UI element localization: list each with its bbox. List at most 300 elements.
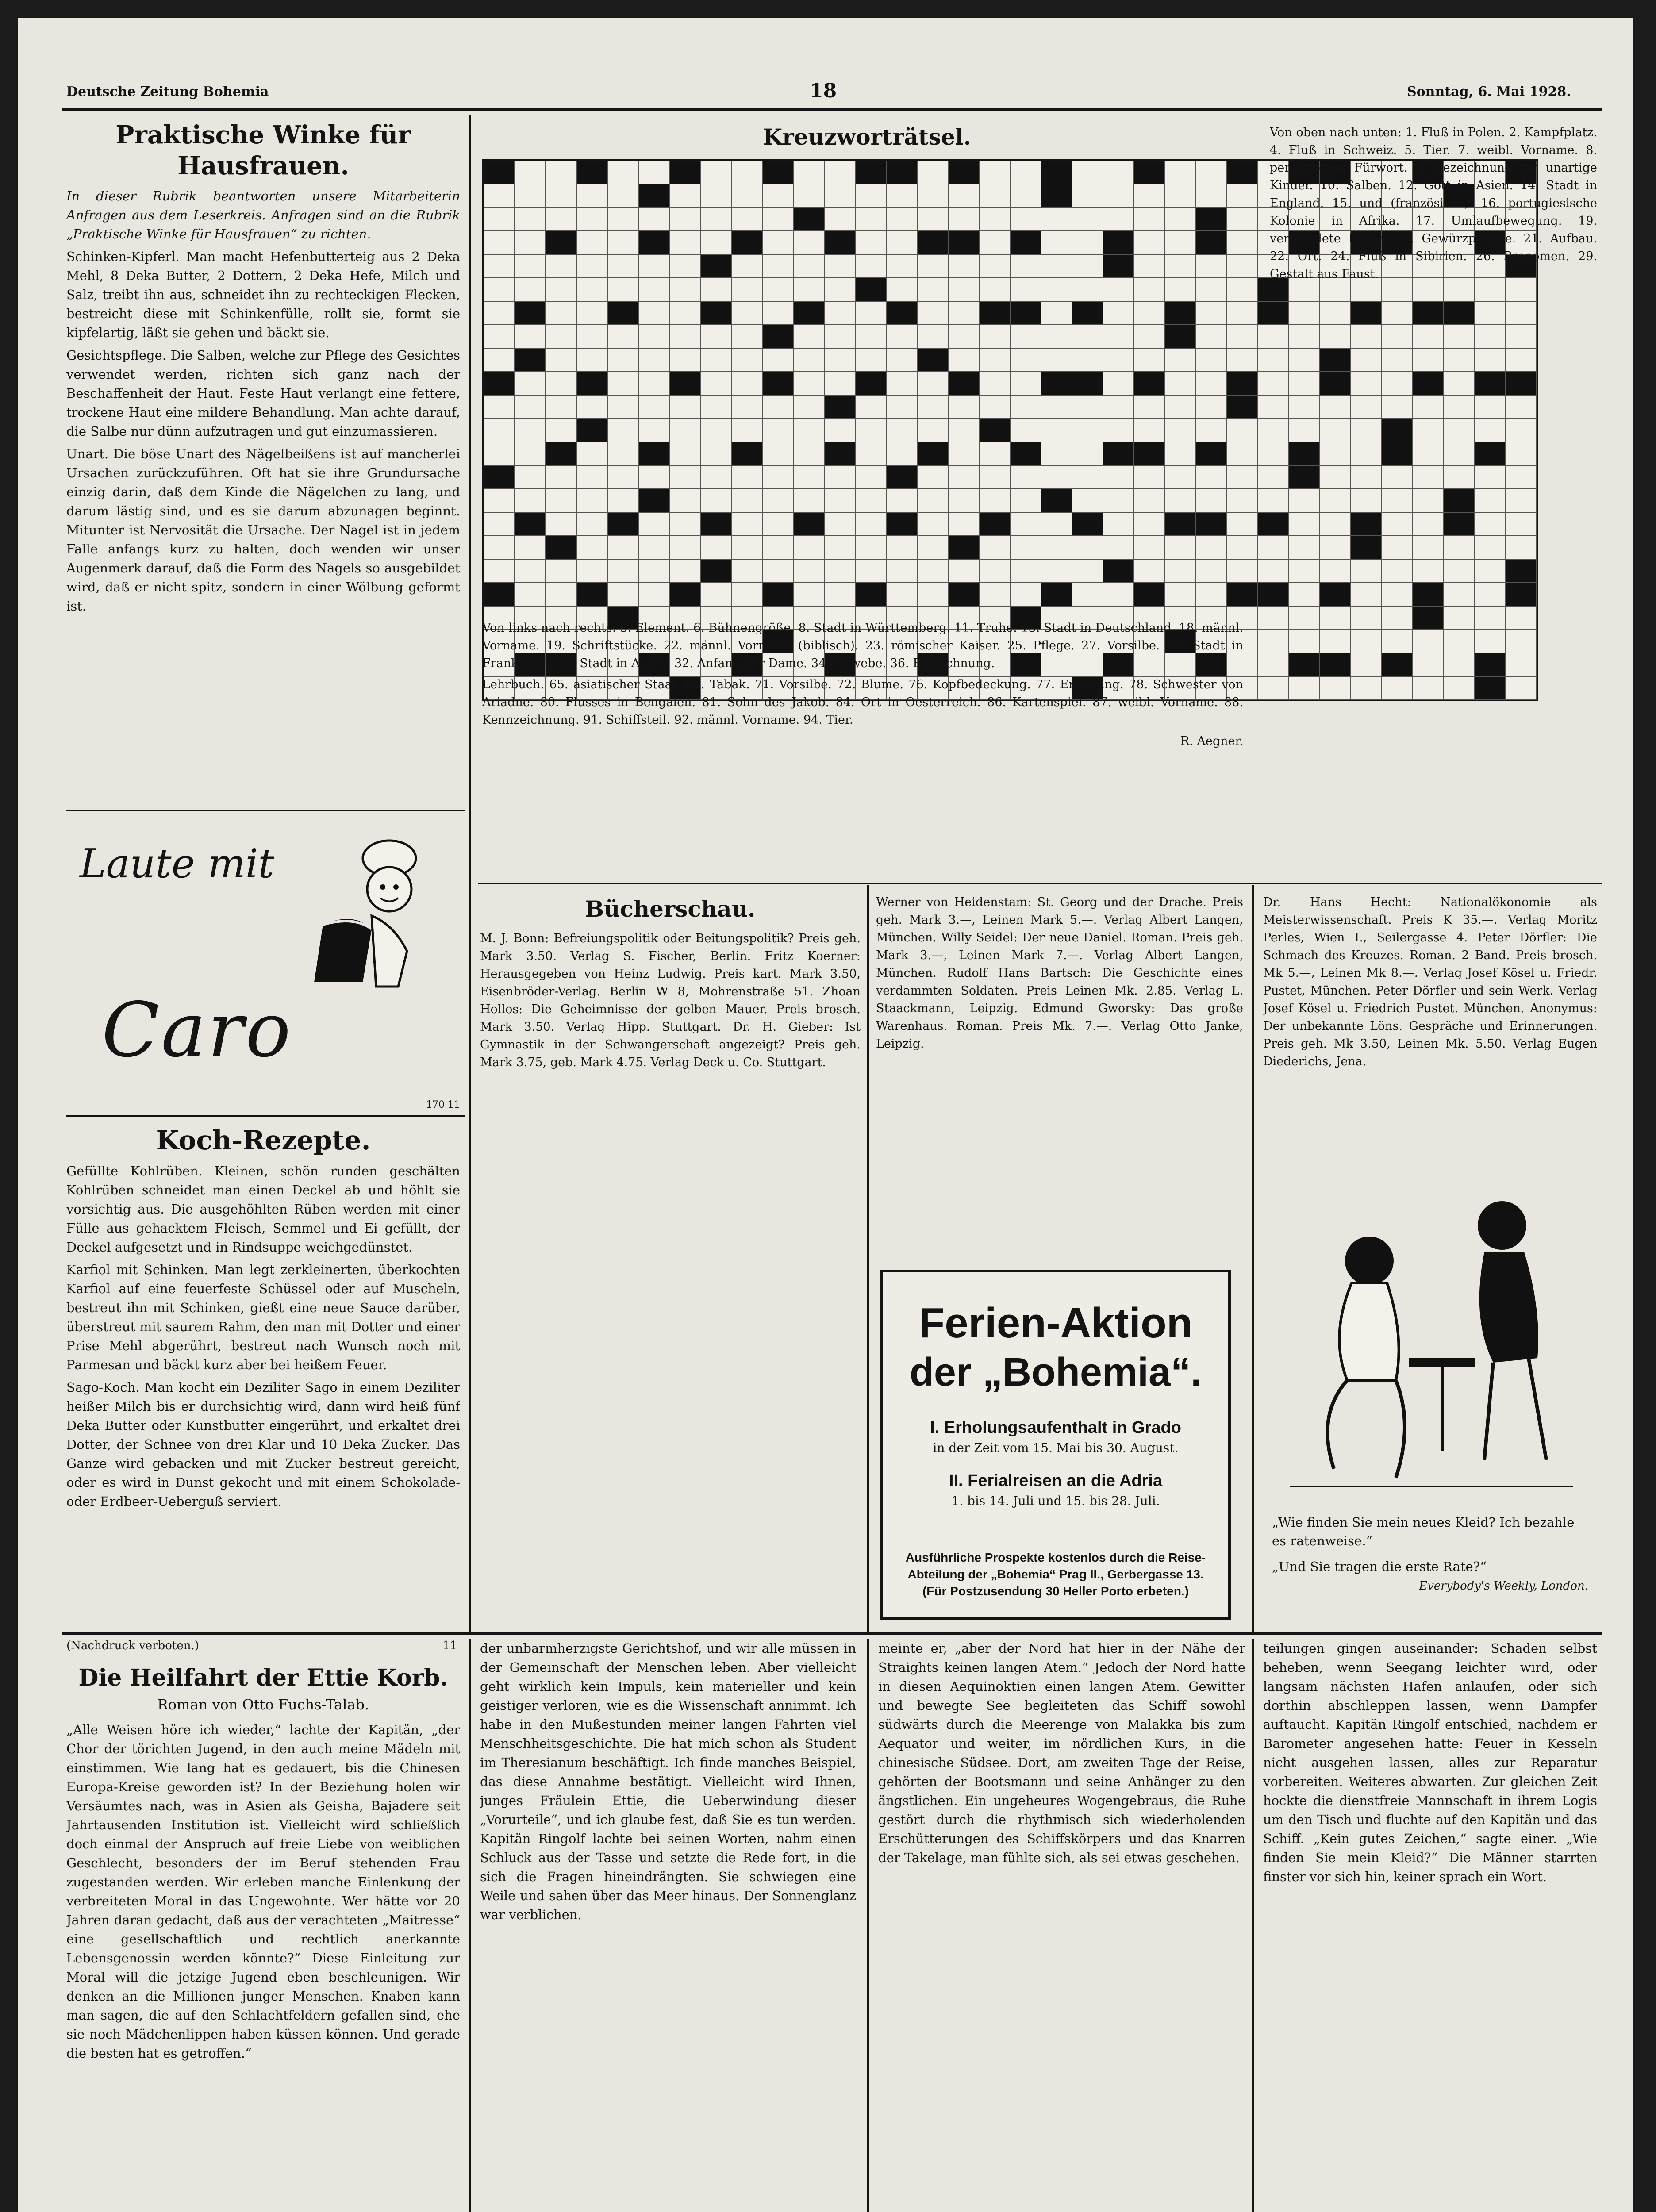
crossword-cell[interactable] [1134, 559, 1165, 583]
crossword-cell[interactable] [824, 325, 855, 348]
crossword-cell[interactable] [669, 254, 700, 278]
crossword-cell[interactable] [484, 489, 515, 512]
crossword-cell[interactable] [515, 583, 546, 606]
crossword-cell[interactable] [948, 278, 979, 301]
crossword-cell[interactable] [515, 419, 546, 442]
crossword-cell[interactable] [917, 395, 948, 419]
crossword-cell[interactable] [1103, 184, 1134, 207]
crossword-cell[interactable] [855, 348, 886, 372]
crossword-cell[interactable] [607, 231, 638, 254]
crossword-cell[interactable] [700, 489, 731, 512]
crossword-cell[interactable] [1041, 207, 1072, 231]
crossword-cell[interactable] [1196, 419, 1227, 442]
crossword-cell[interactable] [546, 395, 576, 419]
crossword-cell[interactable] [1196, 325, 1227, 348]
crossword-cell[interactable] [700, 395, 731, 419]
crossword-cell[interactable] [762, 278, 793, 301]
crossword-cell[interactable] [979, 278, 1010, 301]
crossword-cell[interactable] [793, 419, 824, 442]
crossword-cell[interactable] [576, 536, 607, 559]
crossword-cell[interactable] [484, 348, 515, 372]
crossword-cell[interactable] [917, 465, 948, 489]
crossword-cell[interactable] [484, 395, 515, 419]
crossword-cell[interactable] [607, 395, 638, 419]
crossword-cell[interactable] [855, 512, 886, 536]
crossword-cell[interactable] [793, 372, 824, 395]
crossword-cell[interactable] [731, 489, 762, 512]
crossword-cell[interactable] [515, 231, 546, 254]
crossword-cell[interactable] [1072, 161, 1103, 184]
crossword-cell[interactable] [1196, 254, 1227, 278]
crossword-cell[interactable] [1041, 419, 1072, 442]
crossword-cell[interactable] [793, 161, 824, 184]
crossword-cell[interactable] [917, 325, 948, 348]
crossword-cell[interactable] [731, 465, 762, 489]
crossword-cell[interactable] [917, 489, 948, 512]
crossword-cell[interactable] [576, 325, 607, 348]
crossword-cell[interactable] [1010, 465, 1041, 489]
crossword-cell[interactable] [1165, 278, 1196, 301]
crossword-cell[interactable] [638, 536, 669, 559]
crossword-cell[interactable] [762, 419, 793, 442]
crossword-cell[interactable] [855, 395, 886, 419]
crossword-cell[interactable] [886, 278, 917, 301]
crossword-cell[interactable] [824, 512, 855, 536]
crossword-cell[interactable] [576, 207, 607, 231]
crossword-cell[interactable] [638, 419, 669, 442]
crossword-cell[interactable] [979, 184, 1010, 207]
crossword-cell[interactable] [1072, 465, 1103, 489]
crossword-cell[interactable] [515, 559, 546, 583]
crossword-cell[interactable] [948, 559, 979, 583]
crossword-cell[interactable] [1227, 559, 1258, 583]
crossword-cell[interactable] [979, 395, 1010, 419]
crossword-cell[interactable] [948, 301, 979, 325]
crossword-cell[interactable] [1196, 465, 1227, 489]
crossword-cell[interactable] [1010, 419, 1041, 442]
crossword-cell[interactable] [700, 536, 731, 559]
crossword-cell[interactable] [607, 278, 638, 301]
crossword-cell[interactable] [824, 254, 855, 278]
crossword-cell[interactable] [762, 348, 793, 372]
crossword-cell[interactable] [607, 348, 638, 372]
crossword-cell[interactable] [515, 161, 546, 184]
crossword-cell[interactable] [855, 489, 886, 512]
crossword-cell[interactable] [917, 254, 948, 278]
crossword-cell[interactable] [886, 419, 917, 442]
crossword-cell[interactable] [824, 419, 855, 442]
crossword-cell[interactable] [731, 559, 762, 583]
crossword-cell[interactable] [855, 207, 886, 231]
crossword-cell[interactable] [1227, 254, 1258, 278]
crossword-cell[interactable] [700, 465, 731, 489]
crossword-cell[interactable] [484, 419, 515, 442]
crossword-cell[interactable] [979, 161, 1010, 184]
crossword-cell[interactable] [886, 559, 917, 583]
crossword-cell[interactable] [1072, 325, 1103, 348]
crossword-cell[interactable] [1134, 231, 1165, 254]
crossword-cell[interactable] [731, 372, 762, 395]
crossword-cell[interactable] [917, 536, 948, 559]
crossword-cell[interactable] [484, 207, 515, 231]
crossword-cell[interactable] [1227, 184, 1258, 207]
crossword-cell[interactable] [607, 489, 638, 512]
crossword-cell[interactable] [700, 231, 731, 254]
crossword-cell[interactable] [669, 348, 700, 372]
crossword-cell[interactable] [824, 348, 855, 372]
crossword-cell[interactable] [793, 395, 824, 419]
crossword-cell[interactable] [762, 184, 793, 207]
crossword-cell[interactable] [1227, 278, 1258, 301]
crossword-cell[interactable] [515, 184, 546, 207]
crossword-cell[interactable] [1010, 325, 1041, 348]
crossword-cell[interactable] [1227, 348, 1258, 372]
crossword-cell[interactable] [1072, 442, 1103, 465]
crossword-cell[interactable] [700, 207, 731, 231]
crossword-cell[interactable] [1072, 184, 1103, 207]
crossword-cell[interactable] [546, 489, 576, 512]
crossword-cell[interactable] [576, 301, 607, 325]
crossword-cell[interactable] [917, 419, 948, 442]
crossword-cell[interactable] [1041, 301, 1072, 325]
crossword-cell[interactable] [576, 559, 607, 583]
crossword-cell[interactable] [1041, 231, 1072, 254]
crossword-cell[interactable] [917, 512, 948, 536]
crossword-cell[interactable] [1072, 231, 1103, 254]
crossword-cell[interactable] [1010, 583, 1041, 606]
crossword-cell[interactable] [1227, 442, 1258, 465]
crossword-cell[interactable] [638, 583, 669, 606]
crossword-cell[interactable] [1041, 348, 1072, 372]
crossword-cell[interactable] [638, 254, 669, 278]
crossword-cell[interactable] [1041, 278, 1072, 301]
crossword-cell[interactable] [979, 559, 1010, 583]
crossword-cell[interactable] [762, 512, 793, 536]
crossword-cell[interactable] [1010, 372, 1041, 395]
crossword-cell[interactable] [669, 301, 700, 325]
crossword-cell[interactable] [948, 207, 979, 231]
crossword-cell[interactable] [731, 536, 762, 559]
crossword-cell[interactable] [1134, 254, 1165, 278]
crossword-cell[interactable] [1010, 559, 1041, 583]
crossword-cell[interactable] [484, 184, 515, 207]
crossword-cell[interactable] [607, 465, 638, 489]
crossword-cell[interactable] [886, 395, 917, 419]
crossword-cell[interactable] [669, 442, 700, 465]
crossword-cell[interactable] [1227, 536, 1258, 559]
crossword-cell[interactable] [1165, 583, 1196, 606]
crossword-cell[interactable] [638, 372, 669, 395]
crossword-cell[interactable] [793, 231, 824, 254]
crossword-cell[interactable] [824, 559, 855, 583]
crossword-cell[interactable] [824, 301, 855, 325]
crossword-cell[interactable] [1041, 254, 1072, 278]
crossword-cell[interactable] [546, 161, 576, 184]
crossword-cell[interactable] [546, 372, 576, 395]
crossword-cell[interactable] [731, 395, 762, 419]
crossword-cell[interactable] [1010, 348, 1041, 372]
crossword-cell[interactable] [484, 325, 515, 348]
crossword-cell[interactable] [1196, 489, 1227, 512]
crossword-cell[interactable] [1103, 325, 1134, 348]
crossword-cell[interactable] [855, 184, 886, 207]
crossword-cell[interactable] [1103, 536, 1134, 559]
crossword-cell[interactable] [700, 325, 731, 348]
crossword-cell[interactable] [607, 419, 638, 442]
crossword-cell[interactable] [546, 207, 576, 231]
crossword-cell[interactable] [1072, 583, 1103, 606]
crossword-cell[interactable] [731, 348, 762, 372]
crossword-cell[interactable] [948, 489, 979, 512]
crossword-cell[interactable] [793, 583, 824, 606]
crossword-cell[interactable] [824, 583, 855, 606]
crossword-cell[interactable] [762, 442, 793, 465]
crossword-cell[interactable] [1134, 278, 1165, 301]
crossword-cell[interactable] [1227, 489, 1258, 512]
crossword-cell[interactable] [638, 278, 669, 301]
crossword-cell[interactable] [1134, 325, 1165, 348]
crossword-cell[interactable] [669, 512, 700, 536]
crossword-cell[interactable] [607, 184, 638, 207]
crossword-cell[interactable] [1103, 512, 1134, 536]
crossword-cell[interactable] [638, 207, 669, 231]
crossword-cell[interactable] [1165, 348, 1196, 372]
crossword-cell[interactable] [948, 348, 979, 372]
crossword-cell[interactable] [948, 254, 979, 278]
crossword-cell[interactable] [669, 207, 700, 231]
crossword-cell[interactable] [793, 278, 824, 301]
crossword-cell[interactable] [607, 325, 638, 348]
crossword-cell[interactable] [1103, 278, 1134, 301]
crossword-cell[interactable] [1227, 207, 1258, 231]
crossword-cell[interactable] [1196, 536, 1227, 559]
crossword-cell[interactable] [484, 536, 515, 559]
crossword-cell[interactable] [1134, 465, 1165, 489]
crossword-cell[interactable] [515, 207, 546, 231]
crossword-cell[interactable] [484, 231, 515, 254]
crossword-cell[interactable] [1196, 278, 1227, 301]
crossword-cell[interactable] [576, 489, 607, 512]
crossword-cell[interactable] [546, 254, 576, 278]
crossword-cell[interactable] [484, 559, 515, 583]
crossword-cell[interactable] [979, 231, 1010, 254]
crossword-cell[interactable] [1134, 536, 1165, 559]
crossword-cell[interactable] [886, 231, 917, 254]
crossword-cell[interactable] [1010, 536, 1041, 559]
crossword-cell[interactable] [793, 442, 824, 465]
crossword-cell[interactable] [1165, 254, 1196, 278]
crossword-cell[interactable] [762, 489, 793, 512]
crossword-cell[interactable] [979, 372, 1010, 395]
crossword-cell[interactable] [1072, 489, 1103, 512]
crossword-cell[interactable] [607, 583, 638, 606]
crossword-cell[interactable] [979, 348, 1010, 372]
crossword-cell[interactable] [546, 419, 576, 442]
crossword-cell[interactable] [1103, 348, 1134, 372]
crossword-cell[interactable] [1227, 231, 1258, 254]
crossword-cell[interactable] [1103, 395, 1134, 419]
crossword-cell[interactable] [855, 465, 886, 489]
crossword-cell[interactable] [917, 278, 948, 301]
crossword-cell[interactable] [1165, 184, 1196, 207]
crossword-cell[interactable] [855, 254, 886, 278]
crossword-cell[interactable] [1103, 301, 1134, 325]
crossword-cell[interactable] [546, 278, 576, 301]
crossword-cell[interactable] [1041, 536, 1072, 559]
crossword-cell[interactable] [1010, 489, 1041, 512]
crossword-cell[interactable] [1196, 583, 1227, 606]
crossword-cell[interactable] [824, 184, 855, 207]
crossword-cell[interactable] [484, 278, 515, 301]
crossword-cell[interactable] [1134, 419, 1165, 442]
crossword-cell[interactable] [948, 442, 979, 465]
crossword-cell[interactable] [731, 207, 762, 231]
crossword-cell[interactable] [1103, 489, 1134, 512]
crossword-cell[interactable] [948, 184, 979, 207]
crossword-cell[interactable] [669, 278, 700, 301]
crossword-cell[interactable] [669, 489, 700, 512]
crossword-cell[interactable] [917, 372, 948, 395]
crossword-cell[interactable] [948, 395, 979, 419]
crossword-cell[interactable] [576, 184, 607, 207]
crossword-cell[interactable] [1072, 395, 1103, 419]
crossword-cell[interactable] [824, 465, 855, 489]
crossword-cell[interactable] [1072, 559, 1103, 583]
crossword-cell[interactable] [1165, 207, 1196, 231]
crossword-cell[interactable] [731, 278, 762, 301]
crossword-cell[interactable] [917, 583, 948, 606]
crossword-cell[interactable] [669, 325, 700, 348]
crossword-cell[interactable] [886, 325, 917, 348]
crossword-cell[interactable] [886, 372, 917, 395]
crossword-cell[interactable] [669, 465, 700, 489]
crossword-cell[interactable] [515, 278, 546, 301]
crossword-cell[interactable] [638, 348, 669, 372]
crossword-cell[interactable] [886, 583, 917, 606]
crossword-cell[interactable] [515, 465, 546, 489]
crossword-cell[interactable] [607, 442, 638, 465]
crossword-cell[interactable] [546, 512, 576, 536]
crossword-cell[interactable] [1103, 161, 1134, 184]
crossword-cell[interactable] [1227, 419, 1258, 442]
crossword-cell[interactable] [1041, 395, 1072, 419]
crossword-cell[interactable] [731, 254, 762, 278]
crossword-cell[interactable] [576, 231, 607, 254]
crossword-cell[interactable] [638, 161, 669, 184]
crossword-cell[interactable] [1196, 372, 1227, 395]
crossword-cell[interactable] [546, 184, 576, 207]
crossword-cell[interactable] [1165, 372, 1196, 395]
crossword-cell[interactable] [917, 161, 948, 184]
crossword-cell[interactable] [948, 419, 979, 442]
crossword-cell[interactable] [855, 536, 886, 559]
crossword-cell[interactable] [917, 559, 948, 583]
crossword-cell[interactable] [1165, 465, 1196, 489]
crossword-cell[interactable] [576, 442, 607, 465]
crossword-cell[interactable] [979, 442, 1010, 465]
crossword-cell[interactable] [700, 583, 731, 606]
crossword-cell[interactable] [1196, 301, 1227, 325]
crossword-cell[interactable] [886, 207, 917, 231]
crossword-cell[interactable] [638, 465, 669, 489]
crossword-cell[interactable] [855, 231, 886, 254]
crossword-cell[interactable] [762, 395, 793, 419]
crossword-cell[interactable] [948, 465, 979, 489]
crossword-cell[interactable] [979, 465, 1010, 489]
crossword-cell[interactable] [793, 348, 824, 372]
crossword-cell[interactable] [824, 372, 855, 395]
crossword-cell[interactable] [886, 489, 917, 512]
crossword-cell[interactable] [669, 184, 700, 207]
crossword-cell[interactable] [1165, 536, 1196, 559]
crossword-cell[interactable] [1134, 489, 1165, 512]
crossword-cell[interactable] [731, 325, 762, 348]
crossword-cell[interactable] [1103, 207, 1134, 231]
crossword-cell[interactable] [515, 372, 546, 395]
crossword-cell[interactable] [886, 184, 917, 207]
crossword-cell[interactable] [700, 278, 731, 301]
crossword-cell[interactable] [1134, 512, 1165, 536]
crossword-cell[interactable] [607, 536, 638, 559]
crossword-cell[interactable] [484, 512, 515, 536]
crossword-cell[interactable] [607, 161, 638, 184]
crossword-cell[interactable] [1134, 207, 1165, 231]
crossword-cell[interactable] [638, 301, 669, 325]
crossword-cell[interactable] [1165, 419, 1196, 442]
crossword-cell[interactable] [793, 325, 824, 348]
crossword-cell[interactable] [1041, 512, 1072, 536]
crossword-cell[interactable] [1010, 161, 1041, 184]
crossword-cell[interactable] [515, 442, 546, 465]
crossword-cell[interactable] [793, 184, 824, 207]
crossword-cell[interactable] [1227, 512, 1258, 536]
crossword-cell[interactable] [546, 348, 576, 372]
crossword-cell[interactable] [793, 465, 824, 489]
crossword-cell[interactable] [1196, 559, 1227, 583]
crossword-cell[interactable] [576, 254, 607, 278]
crossword-cell[interactable] [793, 254, 824, 278]
crossword-cell[interactable] [1010, 512, 1041, 536]
crossword-cell[interactable] [1196, 348, 1227, 372]
crossword-cell[interactable] [1010, 278, 1041, 301]
crossword-cell[interactable] [917, 184, 948, 207]
crossword-cell[interactable] [979, 254, 1010, 278]
crossword-cell[interactable] [1072, 207, 1103, 231]
crossword-cell[interactable] [1072, 419, 1103, 442]
crossword-cell[interactable] [515, 489, 546, 512]
crossword-cell[interactable] [638, 512, 669, 536]
crossword-cell[interactable] [1072, 278, 1103, 301]
crossword-cell[interactable] [886, 254, 917, 278]
crossword-cell[interactable] [948, 512, 979, 536]
crossword-cell[interactable] [1010, 207, 1041, 231]
crossword-cell[interactable] [855, 442, 886, 465]
crossword-cell[interactable] [669, 231, 700, 254]
crossword-cell[interactable] [1196, 395, 1227, 419]
crossword-cell[interactable] [855, 559, 886, 583]
crossword-cell[interactable] [546, 301, 576, 325]
crossword-cell[interactable] [1227, 465, 1258, 489]
crossword-cell[interactable] [700, 442, 731, 465]
crossword-cell[interactable] [1165, 442, 1196, 465]
crossword-cell[interactable] [1072, 536, 1103, 559]
crossword-cell[interactable] [731, 184, 762, 207]
crossword-cell[interactable] [793, 536, 824, 559]
crossword-cell[interactable] [1165, 161, 1196, 184]
ferien-aktion-ad[interactable] [880, 1270, 1231, 1620]
crossword-cell[interactable] [546, 465, 576, 489]
crossword-cell[interactable] [979, 583, 1010, 606]
